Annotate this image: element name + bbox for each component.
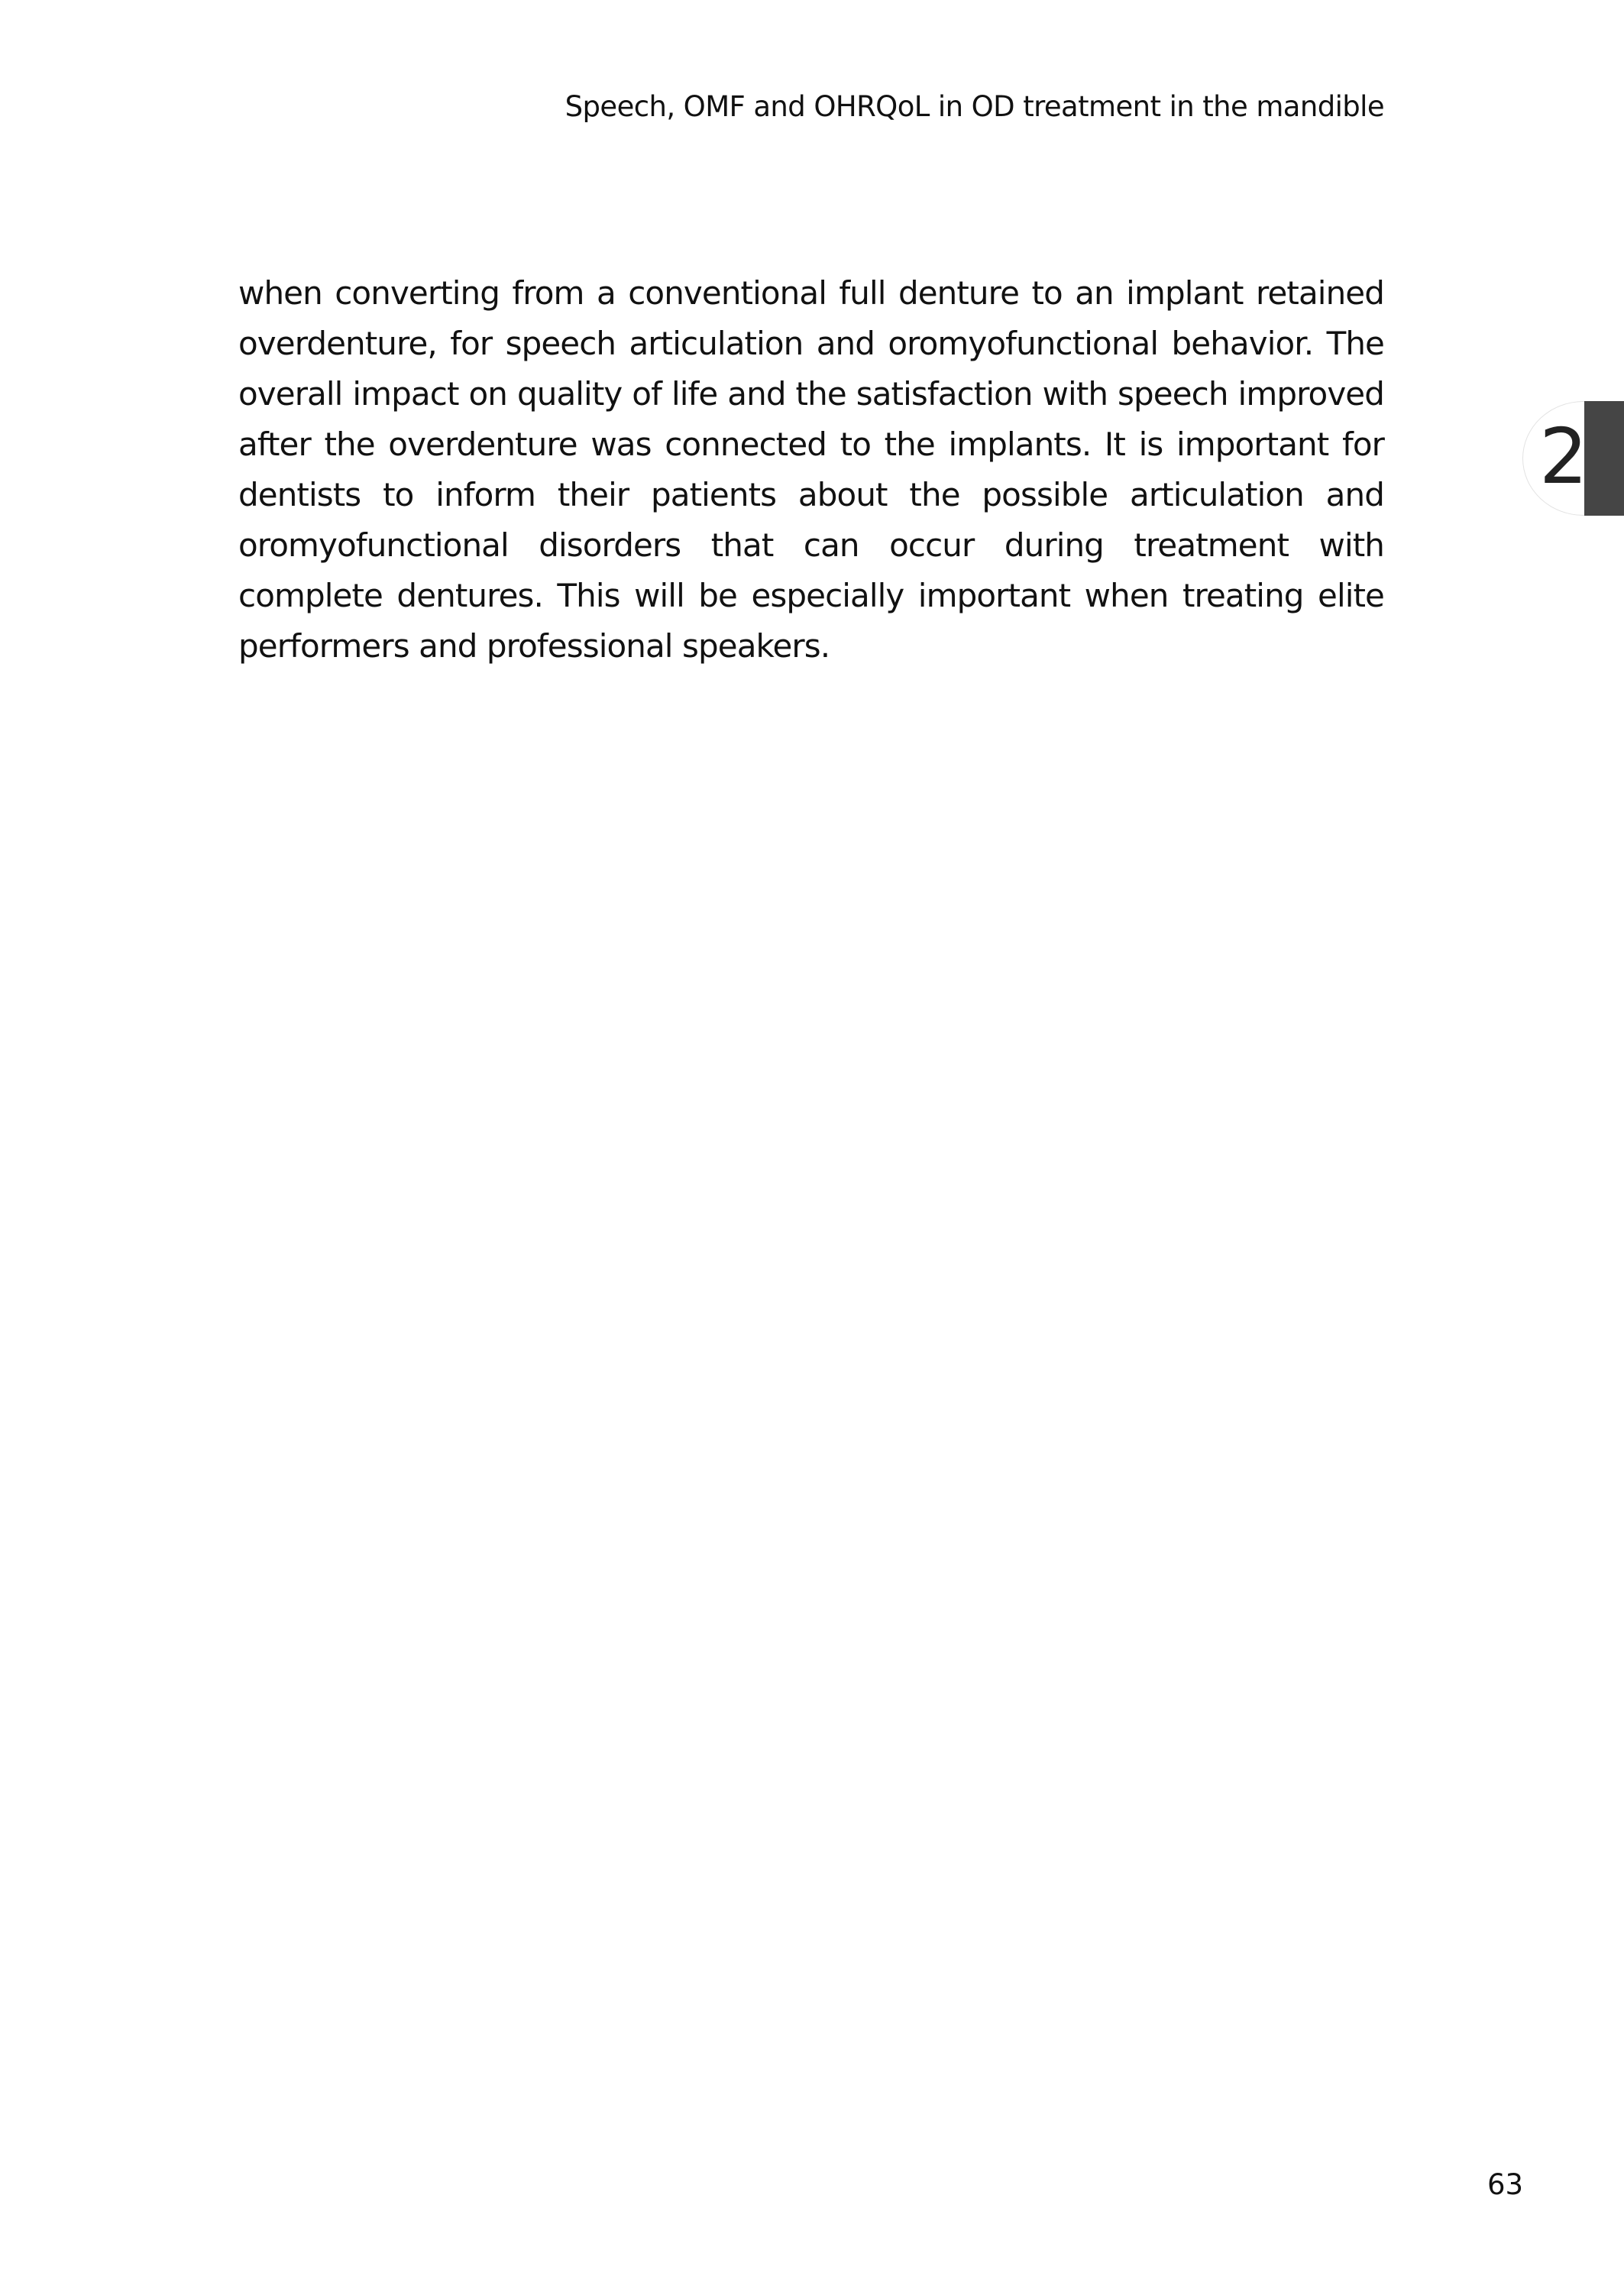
chapter-number: 2	[1539, 412, 1588, 501]
chapter-tab-bar	[1584, 401, 1624, 516]
chapter-tab	[1522, 401, 1624, 516]
body-paragraph: when converting from a conventional full denture to an implant retained overdenture, for speech articulation and oromyofunctional behavior. The overall impact on quality of life and the satisfaction with speech improved after the overdenture was connected to the implants. It is important for dentists to inform their patients about the possible articulation and oromyofunctional disorders that can occur during treatment with complete dentures. This will be especially important when treating elite performers and professional speakers.	[238, 274, 1384, 665]
running-header: Speech, OMF and OHRQoL in OD treatment in the mandible	[565, 90, 1384, 123]
page-number: 63	[1487, 2168, 1524, 2201]
